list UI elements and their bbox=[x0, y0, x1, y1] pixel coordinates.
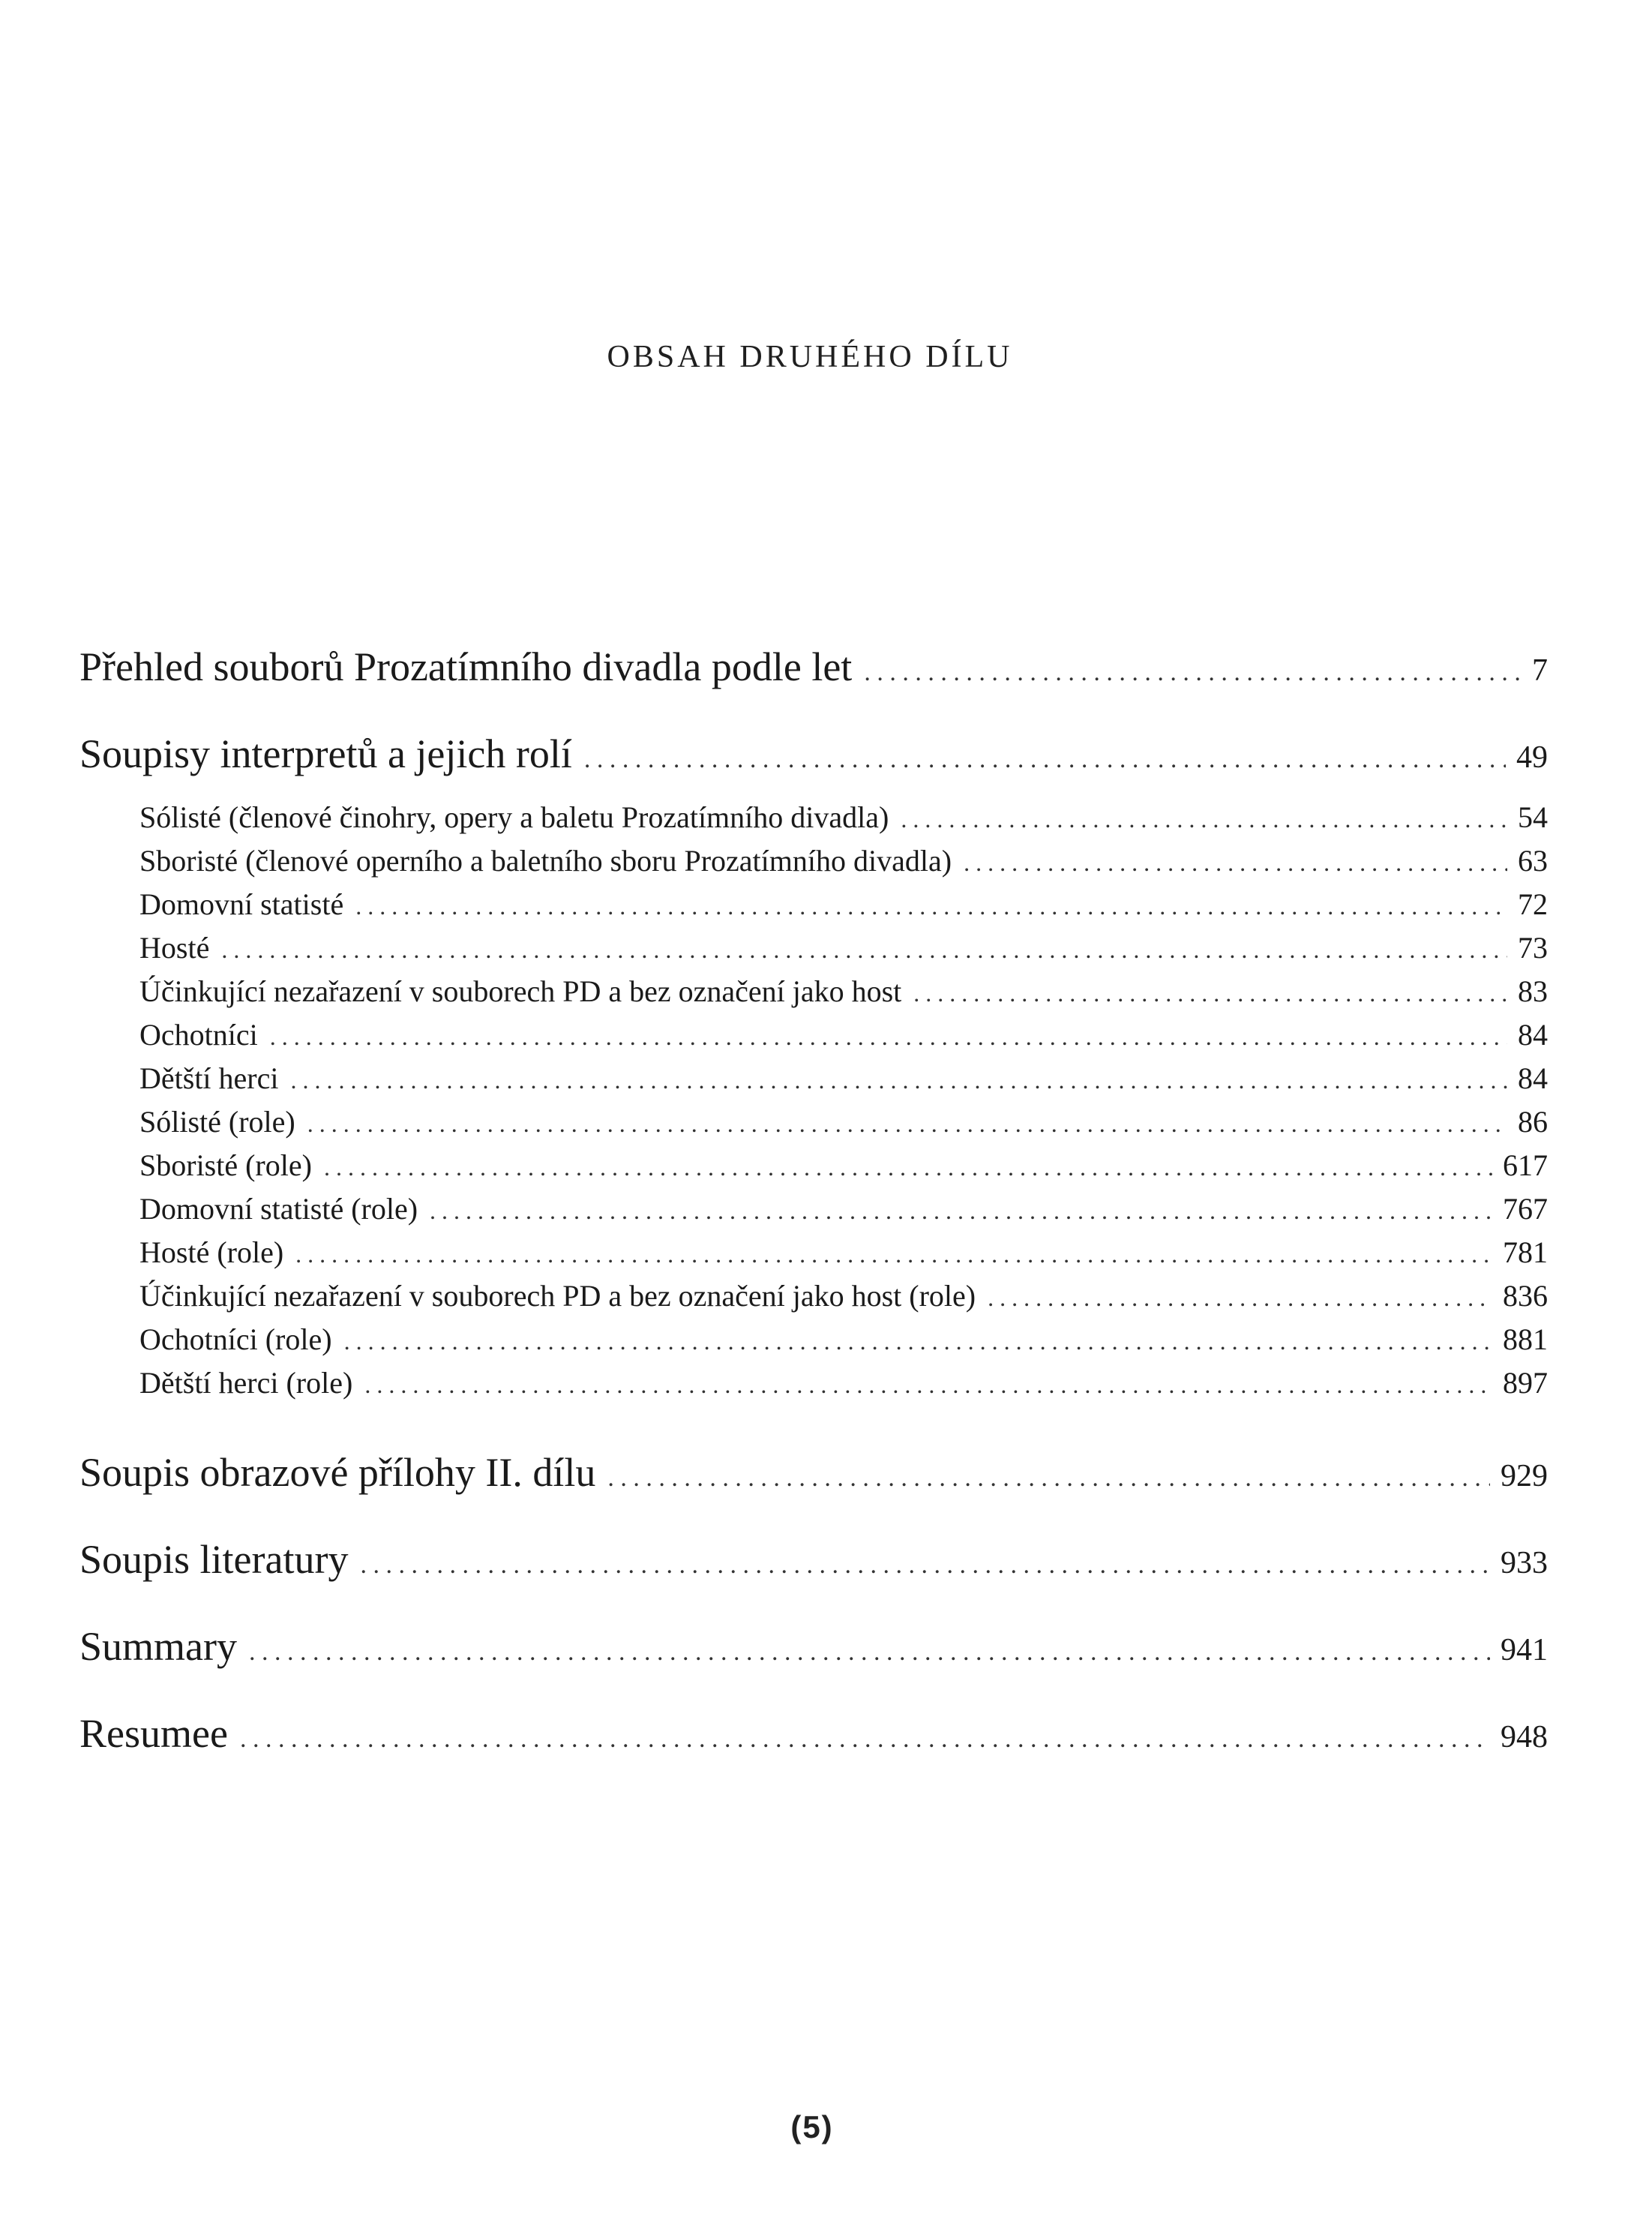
toc-subentry bbox=[139, 800, 1548, 842]
toc-subentry-label: Účinkující nezařazení v souborech PD a bez označení jako host bbox=[139, 974, 902, 1008]
dot-leader bbox=[913, 980, 1507, 1007]
toc-subentry bbox=[139, 1104, 1548, 1146]
toc-subentry bbox=[139, 974, 1548, 1016]
toc-entry-page: 948 bbox=[1501, 1720, 1548, 1754]
dot-leader bbox=[221, 936, 1507, 964]
toc-subentry-label: Hosté (role) bbox=[139, 1235, 284, 1269]
toc-entry bbox=[79, 1449, 1548, 1502]
toc-entry-label: Přehled souborů Prozatímního divadla podle let bbox=[79, 644, 853, 689]
toc-subentry bbox=[139, 1322, 1548, 1364]
toc-subentry-label: Domovní statisté bbox=[139, 887, 344, 921]
toc-entry bbox=[79, 1623, 1548, 1676]
toc-subentry bbox=[139, 1365, 1548, 1407]
toc-subentry-label: Domovní statisté (role) bbox=[139, 1192, 418, 1226]
toc-subentry-label: Účinkující nezařazení v souborech PD a bez označení jako host (role) bbox=[139, 1279, 976, 1313]
toc-entry bbox=[79, 731, 1548, 783]
dot-leader bbox=[291, 1067, 1508, 1094]
toc-subentry-label: Sboristé (členové operního a baletního sboru Prozatímního divadla) bbox=[139, 844, 952, 878]
dot-leader bbox=[355, 893, 1507, 920]
toc-subentry bbox=[139, 1017, 1548, 1059]
toc-subentry bbox=[139, 1278, 1548, 1320]
dot-leader bbox=[988, 1284, 1492, 1312]
toc-entry-page: 933 bbox=[1501, 1546, 1548, 1580]
dot-leader bbox=[344, 1328, 1492, 1355]
dot-leader bbox=[307, 1110, 1507, 1138]
toc-subentry bbox=[139, 843, 1548, 885]
toc-subentry-page: 83 bbox=[1518, 974, 1548, 1008]
dot-leader bbox=[249, 1638, 1490, 1667]
toc-entry-page: 929 bbox=[1501, 1459, 1548, 1493]
dot-leader bbox=[901, 806, 1507, 833]
dot-leader bbox=[295, 1241, 1492, 1268]
toc-subentry-page: 881 bbox=[1503, 1322, 1548, 1356]
toc-subentry-label: Hosté bbox=[139, 931, 210, 965]
toc-subentry-label: Sólisté (role) bbox=[139, 1105, 295, 1139]
toc-entry-label: Soupis obrazové přílohy II. dílu bbox=[79, 1450, 596, 1495]
toc-subentry-label: Dětští herci bbox=[139, 1061, 279, 1095]
toc-subentry-page: 84 bbox=[1518, 1061, 1548, 1095]
toc-subentry-label: Ochotníci (role) bbox=[139, 1322, 332, 1356]
toc-subentry-page: 86 bbox=[1518, 1105, 1548, 1139]
toc-subentry-page: 767 bbox=[1503, 1192, 1548, 1226]
page-number-folio: (5) bbox=[790, 2109, 834, 2144]
dot-leader bbox=[584, 746, 1506, 774]
toc-entry-label: Summary bbox=[79, 1624, 237, 1669]
toc-subentry-page: 897 bbox=[1503, 1366, 1548, 1400]
toc-entry bbox=[79, 1536, 1548, 1589]
toc-entry-page: 49 bbox=[1516, 740, 1548, 775]
page-title: OBSAH DRUHÉHO DÍLU bbox=[607, 340, 1013, 374]
toc-subentry-label: Sboristé (role) bbox=[139, 1148, 312, 1182]
toc-subentry-page: 54 bbox=[1518, 800, 1548, 834]
toc-subentry bbox=[139, 1148, 1548, 1190]
dot-leader bbox=[430, 1197, 1492, 1225]
dot-leader bbox=[607, 1464, 1490, 1493]
toc-entry-label: Soupisy interpretů a jejich rolí bbox=[79, 731, 572, 776]
toc-subentry-label: Ochotníci bbox=[139, 1018, 258, 1052]
toc-subentry bbox=[139, 887, 1548, 929]
toc-entry-label: Resumee bbox=[79, 1711, 228, 1756]
toc-subentry-label: Sólisté (členové činohry, opery a baletu Prozatímního divadla) bbox=[139, 800, 889, 834]
toc-subentry-label: Dětští herci (role) bbox=[139, 1366, 353, 1400]
toc-subentry-page: 836 bbox=[1503, 1279, 1548, 1313]
toc-subentry-page: 63 bbox=[1518, 844, 1548, 878]
dot-leader bbox=[360, 1551, 1490, 1580]
dot-leader bbox=[964, 849, 1507, 877]
toc-subentry-page: 73 bbox=[1518, 931, 1548, 965]
toc-entry bbox=[79, 644, 1548, 696]
toc-subentry bbox=[139, 1061, 1548, 1103]
toc-entry bbox=[79, 1710, 1548, 1763]
dot-leader bbox=[270, 1023, 1507, 1051]
toc-subentry-page: 617 bbox=[1503, 1148, 1548, 1182]
dot-leader bbox=[240, 1725, 1490, 1754]
toc-subentry-page: 72 bbox=[1518, 887, 1548, 921]
toc-subentry-page: 84 bbox=[1518, 1018, 1548, 1052]
toc-entry-label: Soupis literatury bbox=[79, 1537, 349, 1582]
dot-leader bbox=[324, 1154, 1492, 1181]
toc-subentry bbox=[139, 1191, 1548, 1233]
toc-entry-page: 7 bbox=[1532, 653, 1548, 688]
toc-subentry bbox=[139, 930, 1548, 972]
dot-leader bbox=[864, 659, 1522, 687]
toc-subentry-page: 781 bbox=[1503, 1235, 1548, 1269]
toc-subentry bbox=[139, 1235, 1548, 1277]
toc-entry-page: 941 bbox=[1501, 1633, 1548, 1667]
dot-leader bbox=[364, 1371, 1492, 1399]
